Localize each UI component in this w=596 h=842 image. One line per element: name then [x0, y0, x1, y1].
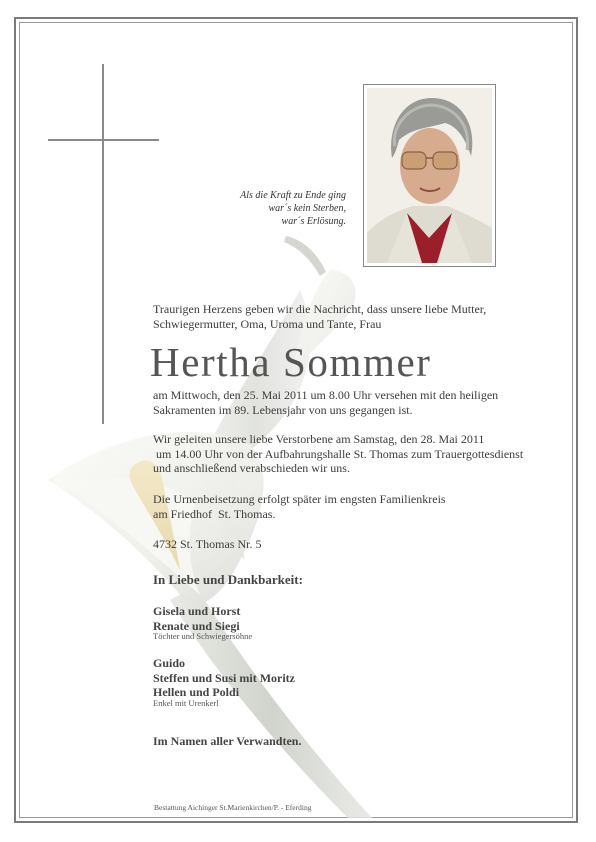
urn-line: am Friedhof St. Thomas. — [153, 506, 276, 521]
death-notice-line: Sakramenten im 89. Lebensjahr von uns gegangen ist. — [153, 402, 413, 417]
family-name: Guido — [153, 656, 186, 670]
urn-line: Die Urnenbeisetzung erfolgt später im engsten Familienkreis — [153, 492, 446, 506]
portrait-photo — [363, 84, 496, 267]
funeral-home-footer: Bestattung Aichinger St.Marienkirchen/P. - Eferding — [154, 803, 312, 812]
farewell-line: um 14.00 Uhr von der Aufbahrungshalle St. Thomas zum Trauergottesdienst — [153, 446, 524, 461]
family-name: Hellen und Poldi — [153, 685, 240, 699]
family-group-2 — [153, 656, 295, 700]
intro-line: Schwiegermutter, Oma, Uroma und Tante, Frau — [153, 316, 382, 331]
closing-heading: In Liebe und Dankbarkeit: — [153, 572, 303, 587]
intro-line: Traurigen Herzens geben wir die Nachricht, dass unsere liebe Mutter, — [153, 302, 487, 316]
family-name: Gisela und Horst — [153, 604, 241, 618]
farewell-line: Wir geleiten unsere liebe Verstorbene am Samstag, den 28. Mai 2011 — [153, 432, 485, 446]
family-relation: Töchter und Schwiegersöhne — [153, 631, 253, 641]
intro-text — [153, 302, 486, 331]
poem — [180, 189, 346, 228]
relatives-line: Im Namen aller Verwandten. — [153, 734, 302, 748]
cross-vertical — [102, 64, 104, 424]
poem-line: war´s Erlösung. — [281, 216, 346, 227]
portrait-image — [367, 88, 492, 263]
death-notice-text — [153, 388, 498, 417]
family-relation: Enkel mit Urenkerl — [153, 698, 219, 708]
poem-line: Als die Kraft zu Ende ging — [240, 190, 346, 201]
family-group-1 — [153, 604, 240, 633]
family-name: Steffen und Susi mit Moritz — [153, 670, 295, 685]
address: 4732 St. Thomas Nr. 5 — [153, 537, 262, 551]
death-notice-line: am Mittwoch, den 25. Mai 2011 um 8.00 Uhr versehen mit den heiligen — [153, 388, 499, 402]
cross-horizontal — [48, 139, 159, 141]
farewell-line: und anschließend verabschieden wir uns. — [153, 461, 350, 475]
urn-text — [153, 492, 446, 521]
poem-line: war´s kein Sterben, — [268, 203, 346, 214]
family-name: Renate und Siegi — [153, 618, 240, 633]
farewell-text — [153, 432, 523, 476]
deceased-name: Hertha Sommer — [150, 339, 432, 385]
